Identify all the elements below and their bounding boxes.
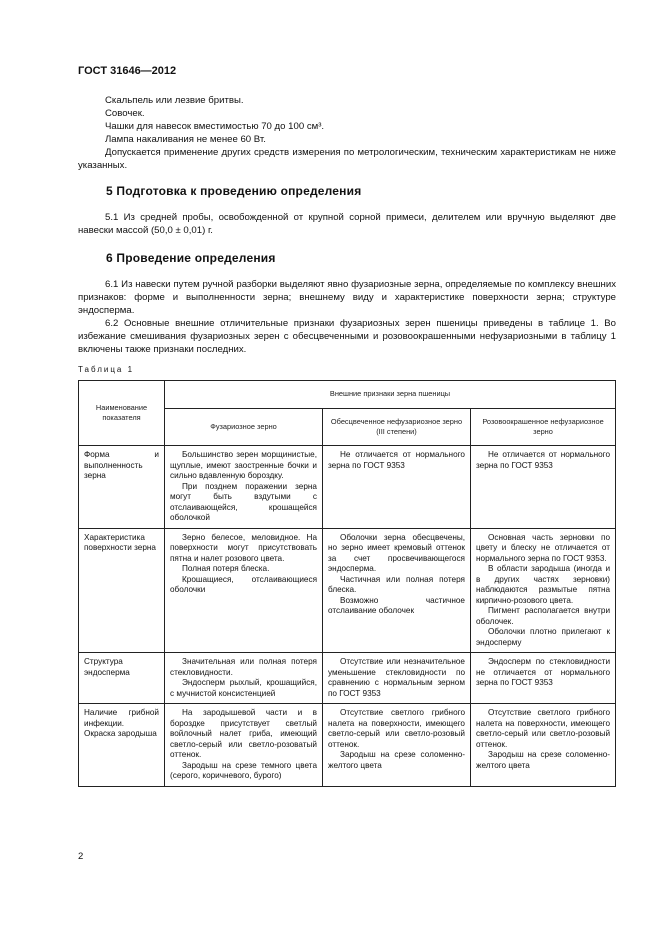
row-name: Наличие грибной инфекции. Окраска зародыша — [79, 704, 165, 787]
header-fusarium: Фузариозное зерно — [165, 409, 323, 446]
paragraph-5-1: 5.1 Из средней пробы, освобожденной от крупной сорной примеси, делителем или вручную выделяют две навески массой (50,0 ± 0,01) г. — [78, 212, 616, 236]
cell: Отсутствие светлого грибного налета на поверхности, имеющего светло-серый или светло-розовый оттенок. Зародыш на срезе соломенно-желтого цвета — [471, 704, 616, 787]
equipment-item: Совочек. — [105, 108, 145, 119]
page-number: 2 — [78, 851, 84, 862]
equipment-note: Допускается применение других средств измерения по метрологическим, техническим характеристикам не ниже указанных. — [78, 147, 616, 171]
header-name: Наименование показателя — [79, 381, 165, 446]
header-group: Внешние признаки зерна пшеницы — [165, 381, 616, 409]
cell: Не отличается от нормального зерна по ГОСТ 9353 — [471, 446, 616, 529]
cell: Значительная или полная потеря стекловидности. Эндосперм рыхлый, крошащийся, с мучнистой консистенцией — [165, 653, 323, 704]
paragraph-6-2: 6.2 Основные внешние отличительные признаки фузариозных зерен пшеницы приведены в таблице 1. Во избежание смешивания фузариозных зерен с обесцвеченными и розовоокрашенными нефузариозными в таблицу 1 включены также признаки последних. — [78, 318, 616, 355]
cell: Зерно белесое, меловидное. На поверхности могут присутствовать пятна и налет розового цвета. Полная потеря блеска. Крошащиеся, отслаивающиеся оболочки — [165, 528, 323, 653]
header-discolored: Обесцвеченное нефузариозное зерно (III степени) — [323, 409, 471, 446]
table-header-row — [79, 381, 616, 409]
section-5-body — [78, 211, 616, 237]
row-name: Характеристика поверхности зерна — [79, 528, 165, 653]
header-pink: Розовоокрашенное нефузариозное зерно — [471, 409, 616, 446]
cell: Отсутствие или незначительное уменьшение стекловидности по сравнению с нормальным зерном по ГОСТ 9353 — [323, 653, 471, 704]
table-row — [79, 446, 616, 529]
table-1 — [78, 380, 616, 787]
paragraph-6-1: 6.1 Из навески путем ручной разборки выделяют явно фузариозные зерна, определяемые по комплексу внешних признаков: форме и выполненности зерна; внешнему виду и характеристике поверхности зерна; структуре эндосперма. — [78, 279, 616, 316]
section-5-title: 5 Подготовка к проведению определения — [106, 184, 362, 198]
equipment-item: Чашки для навесок вместимостью 70 до 100 см³. — [105, 121, 325, 132]
cell: Оболочки зерна обесцвечены, но зерно имеет кремовый оттенок за счет просвечивающегося эндосперма. Частичная или полная потеря блеска. Возможно частичное отслаивание оболочек — [323, 528, 471, 653]
section-6-title: 6 Проведение определения — [106, 251, 276, 265]
cell: На зародышевой части и в бороздке присутствует светлый войлочный налет гриба, имеющий светло-серый или светло-розоватый оттенок. Зародыш на срезе темного цвета (серого, коричневого, бурого) — [165, 704, 323, 787]
cell: Эндосперм по стекловидности не отличается от нормального зерна по ГОСТ 9353 — [471, 653, 616, 704]
equipment-list — [78, 94, 616, 172]
table-row — [79, 704, 616, 787]
document-header: ГОСТ 31646—2012 — [78, 65, 177, 77]
equipment-item: Лампа накаливания не менее 60 Вт. — [105, 134, 266, 145]
row-name: Структура эндосперма — [79, 653, 165, 704]
equipment-item: Скальпель или лезвие бритвы. — [105, 95, 244, 106]
row-name: Форма и выполненность зерна — [79, 446, 165, 529]
table-row — [79, 653, 616, 704]
cell: Отсутствие светлого грибного налета на поверхности, имеющего светло-серый или светло-розовый оттенок. Зародыш на срезе соломенно-желтого цвета — [323, 704, 471, 787]
section-6-body — [78, 278, 616, 356]
cell: Большинство зерен морщинистые, щуплые, имеют заостренные бочки и сильно вдавленную бороздку. При позднем поражении зерна могут быть вздутыми с отслаивающейся, крошащейся оболочкой — [165, 446, 323, 529]
table-caption: Таблица 1 — [78, 365, 135, 374]
table-row — [79, 528, 616, 653]
cell: Не отличается от нормального зерна по ГОСТ 9353 — [323, 446, 471, 529]
cell: Основная часть зерновки по цвету и блеску не отличается от нормального зерна по ГОСТ 9353. В области зародыша (иногда и в других частях зерновки) наблюдаются размытые пятна кирпично-розового цвета. Пигмент располагается внутри оболочек. Оболочки плотно прилегают к эндосперму — [471, 528, 616, 653]
